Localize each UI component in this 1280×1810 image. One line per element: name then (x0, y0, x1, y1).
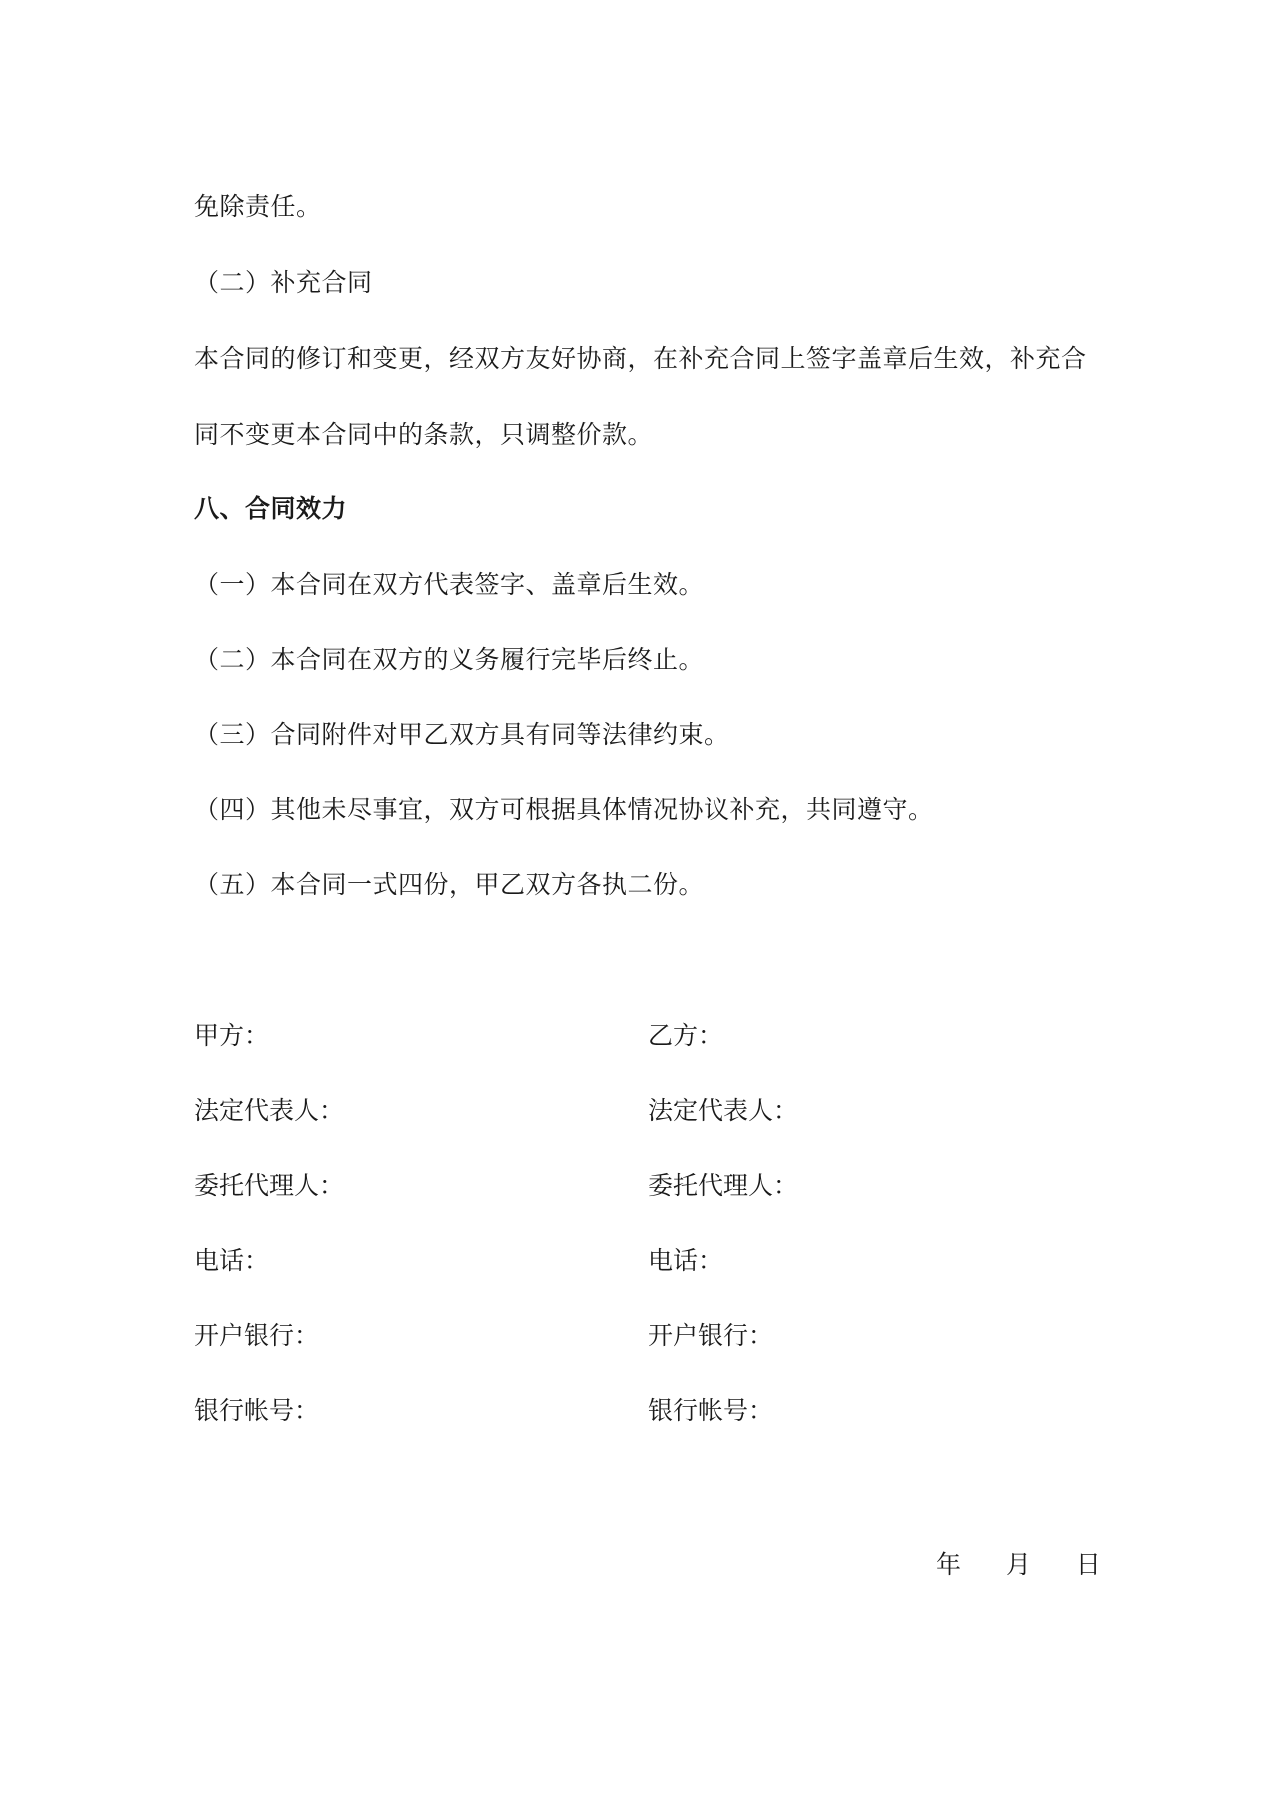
party-a-phone: 电话： (194, 1246, 270, 1275)
party-a-account: 银行帐号： (194, 1396, 320, 1425)
date-line (936, 1548, 1101, 1582)
body-line-1: 免除责任。 (194, 192, 322, 221)
party-b-agent: 委托代理人： (648, 1171, 799, 1200)
date-day: 日 (1075, 1550, 1101, 1579)
clause-2: （二）本合同在双方的义务履行完毕后终止。 (194, 645, 705, 674)
party-b-label: 乙方： (648, 1021, 724, 1050)
date-year: 年 (936, 1550, 962, 1579)
party-b-phone: 电话： (648, 1246, 724, 1275)
clause-5: （五）本合同一式四份，甲乙双方各执二份。 (194, 870, 705, 899)
body-line-3: 同不变更本合同中的条款，只调整价款。 (194, 420, 654, 449)
party-a-bank: 开户银行： (194, 1321, 320, 1350)
party-b-legal-rep: 法定代表人： (648, 1096, 799, 1125)
party-b-account: 银行帐号： (648, 1396, 774, 1425)
clause-4: （四）其他未尽事宜，双方可根据具体情况协议补充，共同遵守。 (194, 795, 934, 824)
clause-1: （一）本合同在双方代表签字、盖章后生效。 (194, 570, 705, 599)
date-month: 月 (1005, 1550, 1031, 1579)
party-b-bank: 开户银行： (648, 1321, 774, 1350)
party-a-agent: 委托代理人： (194, 1171, 345, 1200)
subsection-title: （二）补充合同 (194, 268, 373, 297)
party-a-legal-rep: 法定代表人： (194, 1096, 345, 1125)
party-a-label: 甲方： (194, 1021, 270, 1050)
body-line-2: 本合同的修订和变更，经双方友好协商，在补充合同上签字盖章后生效，补充合 (194, 344, 1087, 373)
section-heading: 八、合同效力 (194, 494, 348, 523)
clause-3: （三）合同附件对甲乙双方具有同等法律约束。 (194, 720, 730, 749)
